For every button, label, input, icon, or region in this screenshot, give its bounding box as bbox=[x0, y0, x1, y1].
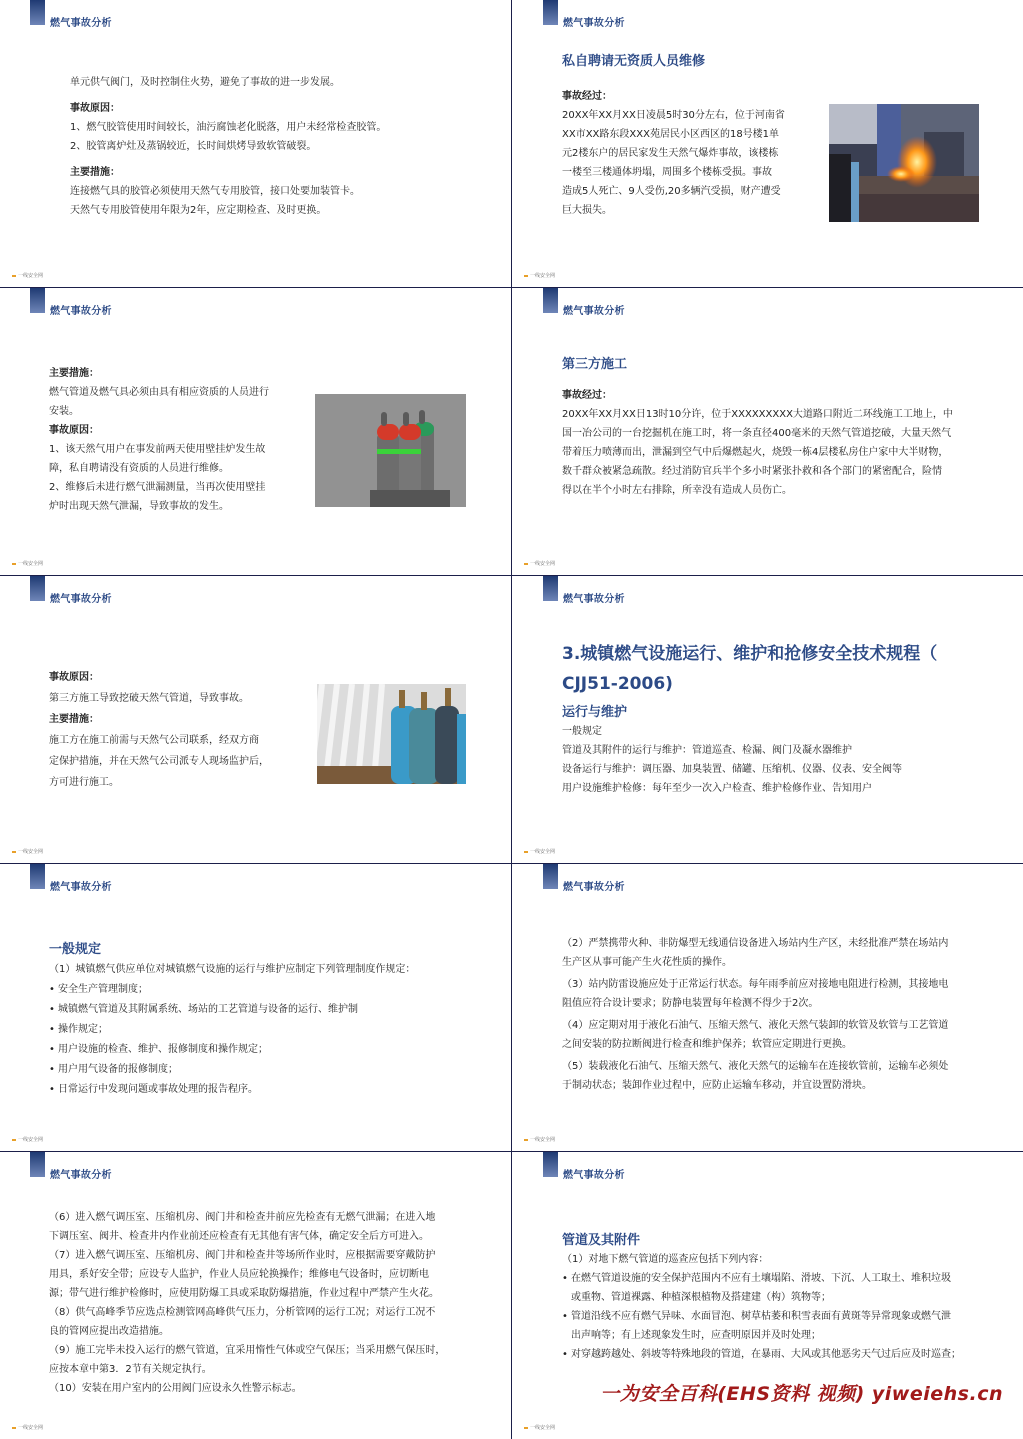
text-line: 第三方施工导致挖破天然气管道，导致事故。 bbox=[49, 693, 249, 704]
process-label: 事故经过： bbox=[562, 390, 612, 401]
bullet-item: • 用户设施的检查、维护、报修制度和操作规定； bbox=[49, 1044, 268, 1055]
slide-body bbox=[49, 1208, 489, 1398]
header-accent-block bbox=[543, 0, 558, 25]
text-line: 下调压室、阀井、检查井内作业前还应检查有无其他有害气体，确定安全后方可进入。 bbox=[49, 1231, 429, 1242]
bullet-item: • 用户用气设备的报修制度； bbox=[49, 1064, 178, 1075]
text-line: 之间安装的防拉断阀进行检查和维护保养；软管应定期进行更换。 bbox=[562, 1039, 852, 1050]
text-line: 燃气管道及燃气具必须由具有相应资质的人员进行 bbox=[49, 387, 269, 398]
slide-header-title: 燃气事故分析 bbox=[50, 1170, 112, 1181]
slide-4 bbox=[511, 288, 1023, 576]
measure-label: 主要措施： bbox=[49, 714, 99, 725]
slide-1 bbox=[0, 0, 511, 288]
intro-line: （1）对地下燃气管道的巡查应包括下列内容： bbox=[562, 1254, 769, 1265]
logo-icon bbox=[12, 851, 16, 853]
header-accent-block bbox=[30, 0, 45, 25]
section-title: 运行与维护 bbox=[562, 705, 628, 720]
measure-label: 主要措施： bbox=[49, 368, 99, 379]
slide-body bbox=[49, 364, 309, 516]
slide-body bbox=[70, 73, 490, 220]
text-line: 障，私自聘请没有资质的人员进行维修。 bbox=[49, 463, 229, 474]
bullet-item: • 安全生产管理制度； bbox=[49, 984, 148, 995]
cause-label: 事故原因： bbox=[49, 425, 99, 436]
header-accent-block bbox=[30, 864, 45, 889]
text-line: 用具，系好安全带；应设专人监护，作业人员应轮换操作；维修电气设备时，应切断电 bbox=[49, 1269, 429, 1280]
text-line: 一般规定 bbox=[562, 726, 602, 737]
text-line: （9）施工完毕未投入运行的燃气管道，宜采用惰性气体或空气保压；当采用燃气保压时， bbox=[49, 1345, 446, 1356]
text-line: 于制动状态；装卸作业过程中，应防止运输车移动，并宜设置防滑块。 bbox=[562, 1080, 872, 1091]
slide-2 bbox=[511, 0, 1023, 288]
text-line: （8）供气高峰季节应选点检测管网高峰供气压力，分析管网的运行工况；对运行工况不 bbox=[49, 1307, 436, 1318]
text-line: 带着压力喷薄而出，泄漏到空气中后爆燃起火，烧毁一栋4层楼私房住户家中大半财物， bbox=[562, 447, 949, 458]
footer-logo: 一线安全网 bbox=[12, 848, 43, 855]
slide-header-title: 燃气事故分析 bbox=[563, 882, 625, 893]
header-accent-block bbox=[543, 1152, 558, 1177]
slide-9 bbox=[0, 1152, 511, 1439]
cause-item: 2、胶管离炉灶及蒸锅较近，长时间烘烤导致软管破裂。 bbox=[70, 141, 317, 152]
slide-body bbox=[562, 934, 992, 1095]
slide-body bbox=[562, 1231, 1002, 1364]
text-line: 用户设施维护检修：每年至少一次入户检查、维护检修作业、告知用户 bbox=[562, 783, 872, 794]
text-line: （5）装载液化石油气、压缩天然气、液化天然气的运输车在连接软管前，运输车必须处 bbox=[562, 1061, 949, 1072]
bullet-item: • 操作规定； bbox=[49, 1024, 108, 1035]
section-title: 第三方施工 bbox=[562, 357, 628, 372]
header-accent-block bbox=[30, 288, 45, 313]
footer-logo: 一线安全网 bbox=[524, 560, 555, 567]
slide-8 bbox=[511, 864, 1023, 1152]
measure-label: 主要措施： bbox=[70, 167, 120, 178]
explosion-photo bbox=[829, 104, 979, 222]
logo-icon bbox=[12, 1427, 16, 1429]
footer-logo: 一线安全网 bbox=[524, 1424, 555, 1431]
text-line: 得以在半个小时左右排除，所幸没有造成人员伤亡。 bbox=[562, 485, 792, 496]
slide-body bbox=[49, 940, 489, 1100]
text-line: 20XX年XX月XX日凌晨5时30分左右，位于河南省 bbox=[562, 110, 785, 121]
text-line: 元2楼东户的居民家发生天然气爆炸事故，该楼栋 bbox=[562, 148, 779, 159]
slide-header-title: 燃气事故分析 bbox=[563, 594, 625, 605]
slide-7 bbox=[0, 864, 511, 1152]
text-line: （10）安装在用户室内的公用阀门应设永久性警示标志。 bbox=[49, 1383, 302, 1394]
text-line: 应按本章中第3．2节有关规定执行。 bbox=[49, 1364, 212, 1375]
cause-item: 1、燃气胶管使用时间较长，油污腐蚀老化脱落，用户未经常检查胶管。 bbox=[70, 122, 387, 133]
text-line: 造成5人死亡、9人受伤,20多辆汽受损，财产遭受 bbox=[562, 186, 781, 197]
slide-3 bbox=[0, 288, 511, 576]
footer-logo: 一线安全网 bbox=[12, 272, 43, 279]
text-line: 施工方在施工前需与天然气公司联系，经双方商 bbox=[49, 735, 259, 746]
text-line: 巨大损失。 bbox=[562, 205, 612, 216]
section-title: 一般规定 bbox=[49, 942, 102, 957]
logo-icon bbox=[524, 1139, 528, 1141]
text-line: （4）应定期对用于液化石油气、压缩天然气、液化天然气装卸的软管及软管与工艺管道 bbox=[562, 1020, 949, 1031]
regulation-title: CJJ51-2006) bbox=[562, 674, 673, 694]
slide-body bbox=[49, 667, 309, 793]
text-line: 安装。 bbox=[49, 406, 79, 417]
regulation-title: 3.城镇燃气设施运行、维护和抢修安全技术规程（ bbox=[562, 644, 938, 664]
footer-logo: 一线安全网 bbox=[524, 1136, 555, 1143]
slide-header-title: 燃气事故分析 bbox=[50, 594, 112, 605]
text-line: 良的管网应提出改造措施。 bbox=[49, 1326, 169, 1337]
logo-icon bbox=[524, 1427, 528, 1429]
text-line: 定保护措施，并在天然气公司派专人现场监护后， bbox=[49, 756, 269, 767]
slide-body bbox=[562, 355, 992, 500]
text-line: （2）严禁携带火种、非防爆型无线通信设备进入场站内生产区，未经批准严禁在场站内 bbox=[562, 938, 949, 949]
header-accent-block bbox=[543, 288, 558, 313]
logo-icon bbox=[524, 275, 528, 277]
text-line: 1、该天然气用户在事发前两天使用壁挂炉发生故 bbox=[49, 444, 266, 455]
text-line: 20XX年XX月XX日13时10分许，位于XXXXXXXXX大道路口附近二环线施工工地上，中 bbox=[562, 409, 953, 420]
slide-header-title: 燃气事故分析 bbox=[50, 882, 112, 893]
footer-logo: 一线安全网 bbox=[524, 272, 555, 279]
text-line: 一楼至三楼通体坍塌，周围多个楼栋受损。事故 bbox=[562, 167, 772, 178]
text-line: 方可进行施工。 bbox=[49, 777, 119, 788]
text-line: 炉时出现天然气泄漏，导致事故的发生。 bbox=[49, 501, 229, 512]
slide-5 bbox=[0, 576, 511, 864]
cause-label: 事故原因： bbox=[70, 103, 120, 114]
bullet-item: • 对穿越跨越处、斜坡等特殊地段的管道，在暴雨、大风或其他恶劣天气过后应及时巡查； bbox=[562, 1349, 961, 1360]
header-accent-block bbox=[543, 864, 558, 889]
text-line: 管道及其附件的运行与维护：管道巡查、检漏、阀门及凝水器维护 bbox=[562, 745, 852, 756]
text-line: 阻值应符合设计要求；防静电装置每年检测不得少于2次。 bbox=[562, 998, 819, 1009]
process-label: 事故经过： bbox=[562, 91, 612, 102]
text-line: 设备运行与维护：调压器、加臭装置、储罐、压缩机、仪器、仪表、安全阀等 bbox=[562, 764, 902, 775]
measure-item: 连接燃气具的胶管必须使用天然气专用胶管，接口处要加装管卡。 bbox=[70, 186, 360, 197]
text-line: 国一冶公司的一台挖掘机在施工时，将一条直径400毫米的天然气管道挖破，大量天然气 bbox=[562, 428, 952, 439]
logo-icon bbox=[524, 563, 528, 565]
rusty-cylinders-photo bbox=[317, 684, 466, 784]
bullet-item: • 日常运行中发现问题或事故处理的报告程序。 bbox=[49, 1084, 258, 1095]
slide-body bbox=[562, 639, 1002, 798]
cause-label: 事故原因： bbox=[49, 672, 99, 683]
slide-header-title: 燃气事故分析 bbox=[563, 18, 625, 29]
text-line: 单元供气阀门，及时控制住火势，避免了事故的进一步发展。 bbox=[70, 77, 340, 88]
slide-6 bbox=[511, 576, 1023, 864]
measure-item: 天然气专用胶管使用年限为2年，应定期检查、及时更换。 bbox=[70, 205, 327, 216]
footer-logo: 一线安全网 bbox=[12, 1424, 43, 1431]
header-accent-block bbox=[30, 1152, 45, 1177]
logo-icon bbox=[12, 275, 16, 277]
text-line: 数千群众被紧急疏散。经过消防官兵半个多小时紧张扑救和各个部门的紧密配合，险情 bbox=[562, 466, 942, 477]
slide-header-title: 燃气事故分析 bbox=[50, 18, 112, 29]
logo-icon bbox=[12, 563, 16, 565]
header-accent-block bbox=[543, 576, 558, 601]
text-line: 2、维修后未进行燃气泄漏测量，当再次使用壁挂 bbox=[49, 482, 266, 493]
bullet-item: • 城镇燃气管道及其附属系统、场站的工艺管道与设备的运行、维护制 bbox=[49, 1004, 358, 1015]
section-title: 私自聘请无资质人员维修 bbox=[562, 54, 706, 69]
text-line: （6）进入燃气调压室、压缩机房、阀门井和检查井前应先检查有无燃气泄漏；在进入地 bbox=[49, 1212, 436, 1223]
text-line: （7）进入燃气调压室、压缩机房、阀门井和检查井等场所作业时，应根据需要穿戴防护 bbox=[49, 1250, 436, 1261]
footer-logo: 一线安全网 bbox=[524, 848, 555, 855]
logo-icon bbox=[12, 1139, 16, 1141]
bullet-item: • 在燃气管道设施的安全保护范围内不应有土壤塌陷、滑坡、下沉、人工取土、堆积垃圾 或重物、管道裸露、种植深根植物及搭建建（构）筑物等； bbox=[562, 1273, 951, 1303]
slide-header-title: 燃气事故分析 bbox=[563, 1170, 625, 1181]
intro-line: （1）城镇燃气供应单位对城镇燃气设施的运行与维护应制定下列管理制度作规定： bbox=[49, 964, 416, 975]
slide-header-title: 燃气事故分析 bbox=[563, 306, 625, 317]
logo-icon bbox=[524, 851, 528, 853]
bullet-item: • 管道沿线不应有燃气异味、水面冒泡、树草枯萎和积雪表面有黄斑等异常现象或燃气泄 出声响等；有上述现象发生时，应查明原因并及时处理； bbox=[562, 1311, 951, 1341]
header-accent-block bbox=[30, 576, 45, 601]
footer-logo: 一线安全网 bbox=[12, 1136, 43, 1143]
text-line: 生产区从事可能产生火花性质的操作。 bbox=[562, 957, 732, 968]
slide-header-title: 燃气事故分析 bbox=[50, 306, 112, 317]
text-line: 源；带气进行维护检修时，应使用防爆工具或采取防爆措施，作业过程中严禁产生火花。 bbox=[49, 1288, 439, 1299]
text-line: XX市XX路东段XXX苑居民小区西区的18号楼1单 bbox=[562, 129, 780, 140]
text-line: （3）站内防雷设施应处于正常运行状态。每年雨季前应对接地电阻进行检测，其接地电 bbox=[562, 979, 949, 990]
footer-logo: 一线安全网 bbox=[12, 560, 43, 567]
slide-body bbox=[562, 52, 852, 220]
section-title: 管道及其附件 bbox=[562, 1233, 641, 1248]
watermark-text: 一为安全百科(EHS资料 视频) yiweiehs.cn bbox=[600, 1383, 1003, 1405]
gas-cylinders-photo bbox=[315, 394, 466, 507]
